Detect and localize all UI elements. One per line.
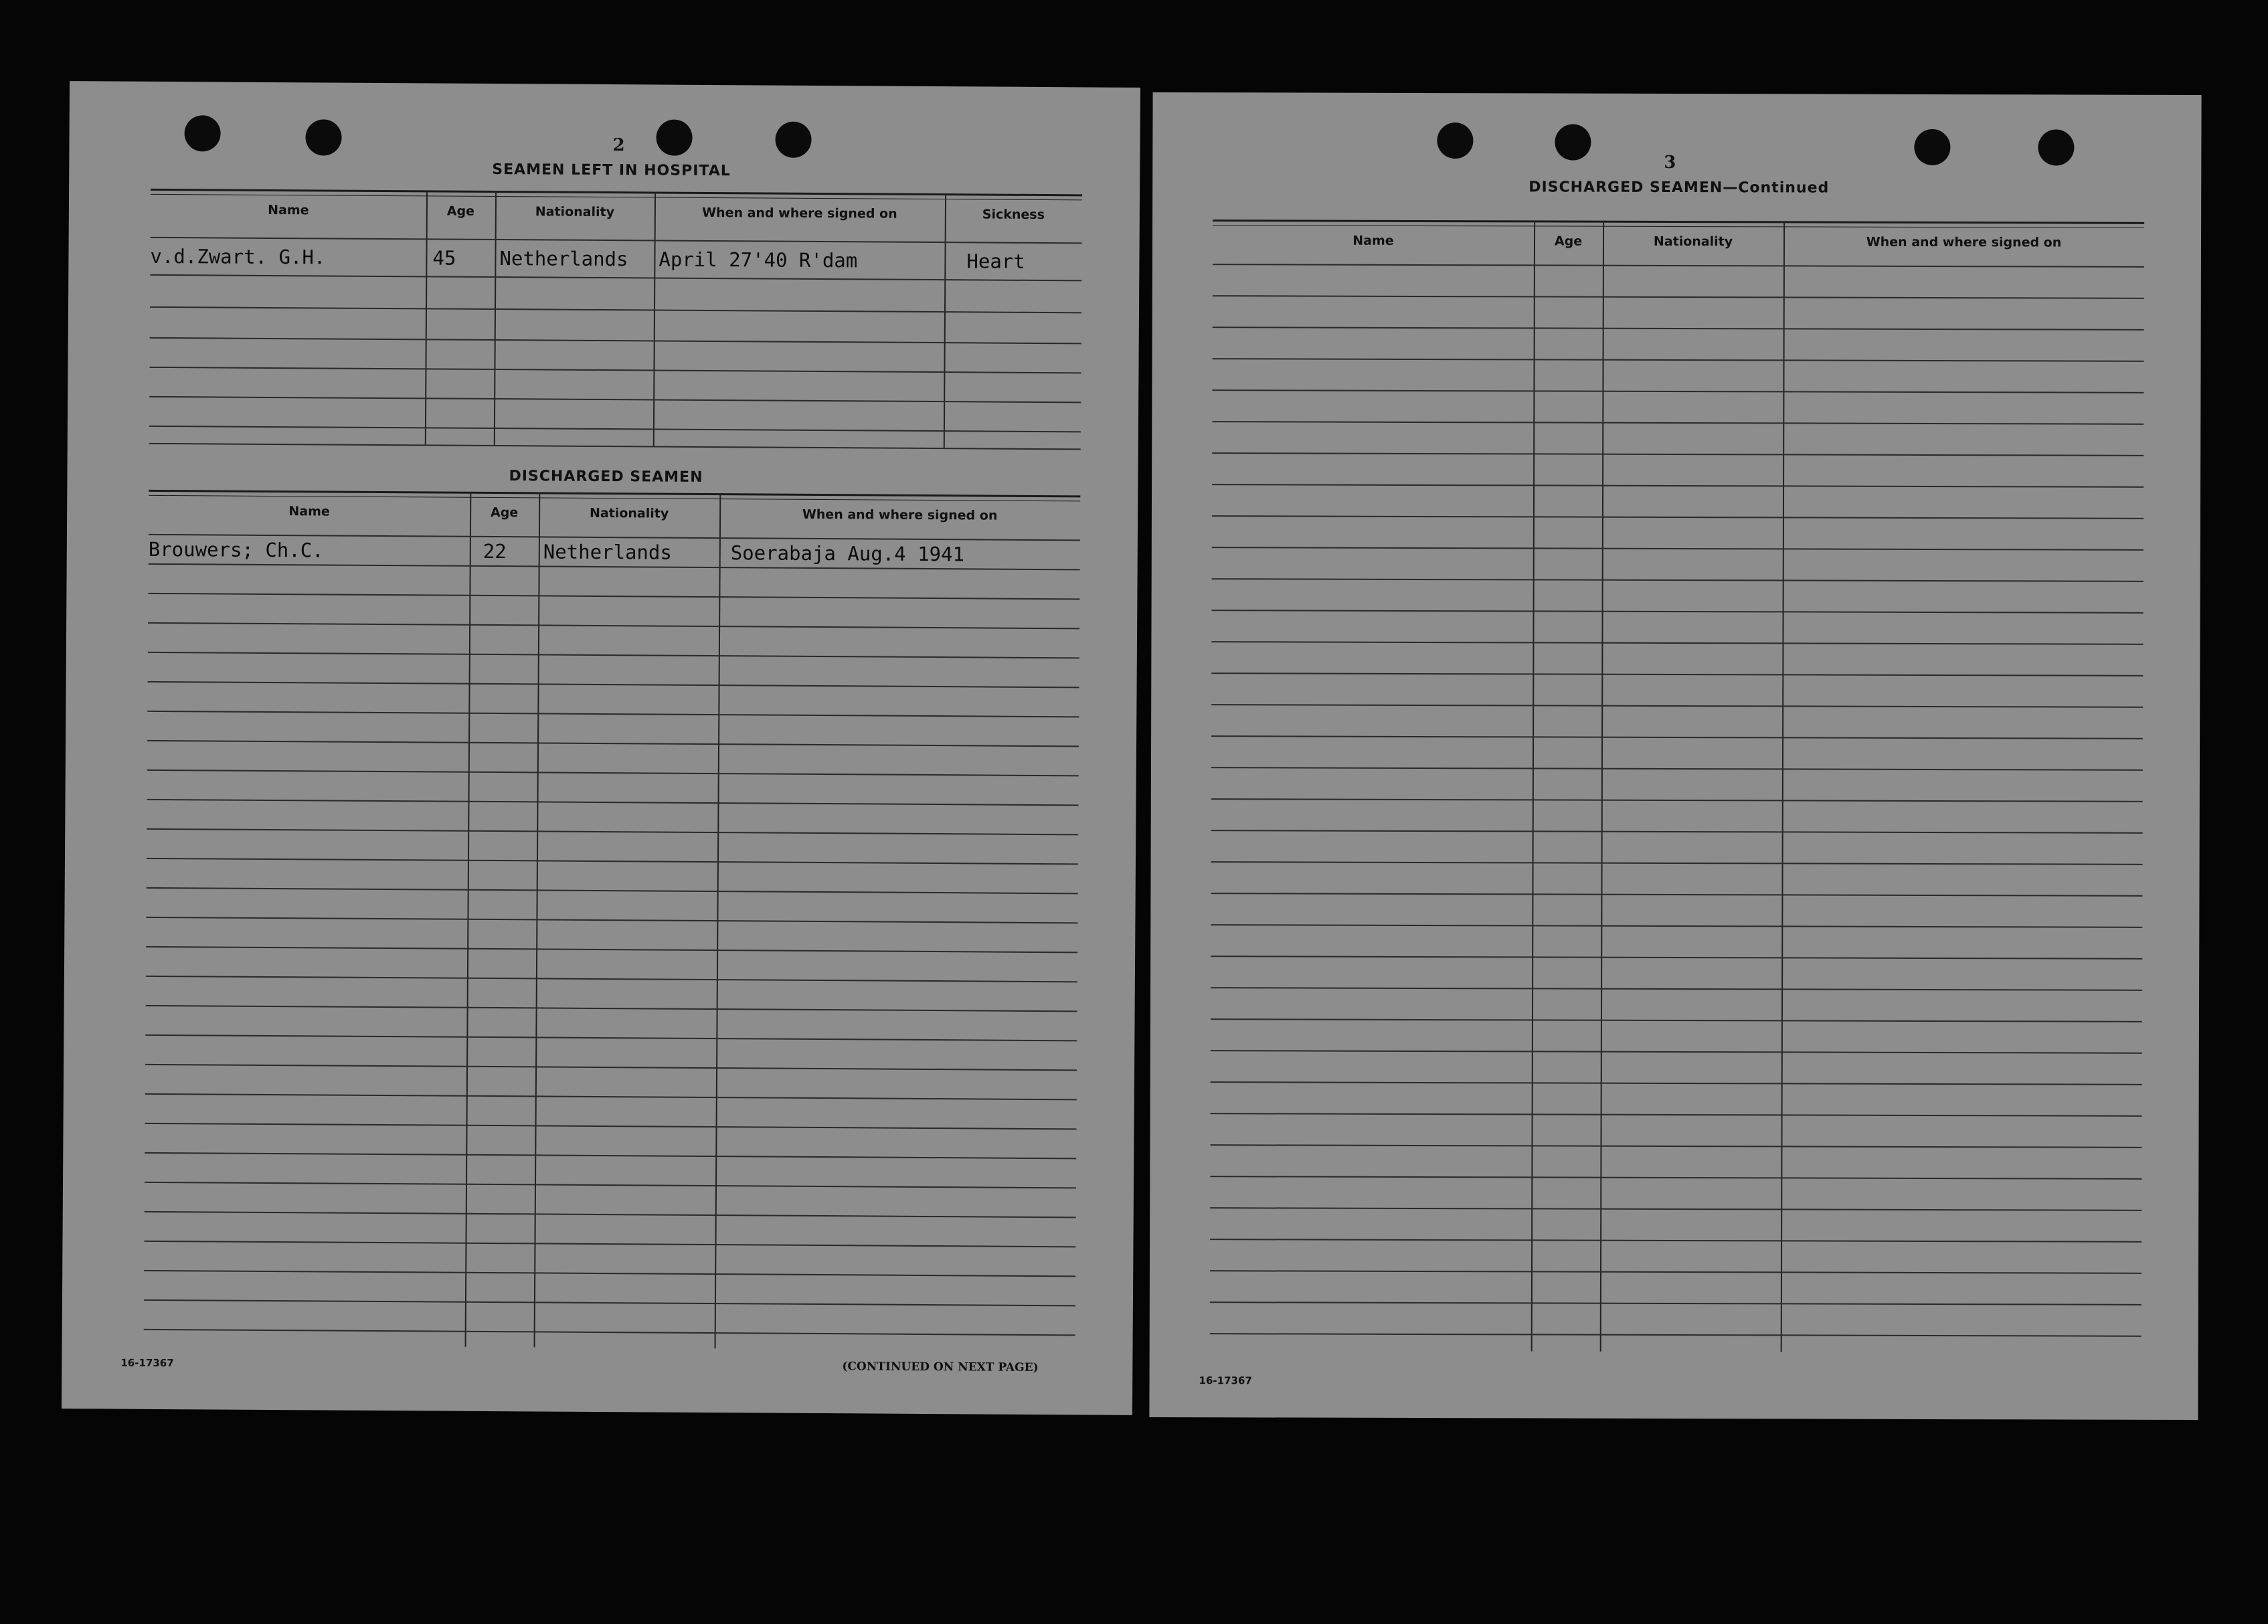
- ruled-line: [146, 917, 1077, 924]
- punch-hole: [1555, 124, 1591, 161]
- ruled-line: [1211, 735, 2143, 739]
- ruled-line: [1212, 484, 2144, 488]
- ruled-line: [1211, 861, 2143, 865]
- ruled-line: [1210, 1144, 2142, 1148]
- form-code: 16-17367: [1199, 1374, 1252, 1387]
- ruled-line: [145, 1093, 1077, 1101]
- left-page: [62, 81, 1140, 1415]
- ruled-line: [1213, 358, 2144, 362]
- ruled-line: [1212, 547, 2144, 551]
- hospital-row-age: 45: [432, 246, 456, 270]
- ruled-line: [1210, 1270, 2142, 1274]
- ruled-line: [1211, 767, 2143, 771]
- ruled-line: [148, 652, 1079, 659]
- ruled-line: [148, 681, 1079, 689]
- col-header-name: Name: [1353, 233, 1394, 248]
- ruled-line: [145, 1182, 1076, 1189]
- ruled-line: [1211, 956, 2142, 960]
- ruled-line: [1210, 1239, 2142, 1243]
- ruled-line: [1211, 924, 2142, 928]
- hospital-table: [149, 189, 1082, 539]
- discharged-continued-table: [1210, 219, 2144, 1360]
- ruled-line: [145, 1123, 1077, 1130]
- ruled-line: [146, 1005, 1077, 1012]
- hospital-row-sickness: Heart: [966, 250, 1025, 273]
- discharged-row-name: Brouwers; Ch.C.: [148, 537, 324, 562]
- ruled-line: [146, 976, 1077, 983]
- ruled-line: [1211, 1050, 2142, 1054]
- ruled-line: [1211, 1081, 2142, 1085]
- ruled-line: [1212, 389, 2144, 393]
- page-number: 3: [1664, 152, 1676, 173]
- col-header-sickness: Sickness: [982, 207, 1045, 223]
- ruled-line: [1211, 830, 2143, 834]
- ruled-line: [147, 770, 1079, 777]
- ruled-line: [144, 1241, 1075, 1248]
- hospital-row-signed-on: April 27'40 R'dam: [659, 248, 858, 272]
- col-header-nationality: Nationality: [1653, 234, 1733, 250]
- col-header-age: Age: [1554, 234, 1583, 249]
- discharged-row-signed-on: Soerabaja Aug.4 1941: [730, 541, 965, 566]
- section-title: DISCHARGED SEAMEN—Continued: [1529, 179, 1830, 197]
- ruled-line: [147, 858, 1078, 865]
- discharged-table: [143, 490, 1080, 1378]
- continued-note: (CONTINUED ON NEXT PAGE): [842, 1360, 1039, 1375]
- ruled-line: [1213, 295, 2144, 299]
- ruled-line: [144, 1329, 1075, 1336]
- col-header-signed-on: When and where signed on: [702, 205, 897, 221]
- ruled-line: [1210, 1301, 2142, 1305]
- discharged-section-title: DISCHARGED SEAMEN: [509, 468, 703, 486]
- ruled-line: [145, 1211, 1076, 1219]
- ruled-line: [1211, 672, 2143, 676]
- punch-hole: [184, 115, 220, 151]
- hospital-row-name: v.d.Zwart. G.H.: [150, 244, 326, 269]
- ruled-line: [148, 593, 1079, 600]
- ruled-line: [147, 887, 1078, 895]
- ruled-line: [1213, 264, 2144, 268]
- col-header-nationality: Nationality: [535, 204, 615, 220]
- ruled-line: [1211, 1018, 2142, 1022]
- ruled-line: [1210, 1333, 2142, 1337]
- ruled-line: [147, 711, 1079, 718]
- ruled-line: [1211, 641, 2143, 645]
- ruled-line: [146, 946, 1077, 954]
- ruled-line: [1211, 987, 2142, 991]
- ruled-line: [1212, 515, 2144, 519]
- ruled-line: [1211, 893, 2142, 897]
- form-code: 16-17367: [120, 1356, 174, 1370]
- ruled-line: [144, 1299, 1075, 1307]
- page-number: 2: [612, 135, 625, 156]
- ruled-line: [1212, 421, 2144, 425]
- ruled-line: [145, 1064, 1077, 1071]
- punch-hole: [305, 119, 341, 155]
- punch-hole: [1914, 129, 1950, 165]
- ruled-line: [1212, 610, 2144, 614]
- punch-hole: [656, 119, 692, 155]
- col-header-signed-on: When and where signed on: [802, 507, 998, 523]
- ruled-line: [147, 828, 1078, 836]
- ruled-line: [1211, 1113, 2142, 1117]
- discharged-row-nationality: Netherlands: [543, 540, 672, 564]
- punch-hole: [1437, 122, 1473, 159]
- ruled-line: [1210, 1176, 2142, 1180]
- ruled-line: [1210, 1207, 2142, 1211]
- discharged-row-age: 22: [483, 539, 507, 563]
- col-header-name: Name: [288, 504, 330, 519]
- ruled-line: [1212, 578, 2144, 582]
- ruled-line: [148, 622, 1079, 630]
- hospital-section-title: SEAMEN LEFT IN HOSPITAL: [492, 161, 731, 180]
- col-header-age: Age: [446, 203, 475, 219]
- right-page: [1149, 92, 2201, 1420]
- ruled-line: [1211, 798, 2143, 802]
- ruled-line: [145, 1034, 1077, 1042]
- ruled-line: [147, 799, 1079, 806]
- col-header-age: Age: [490, 505, 519, 521]
- ruled-line: [147, 740, 1079, 747]
- ruled-line: [1213, 327, 2144, 331]
- col-header-name: Name: [268, 202, 309, 218]
- hospital-row-nationality: Netherlands: [499, 247, 628, 271]
- ruled-line: [1211, 704, 2143, 708]
- punch-hole: [2038, 129, 2074, 165]
- ruled-line: [144, 1270, 1075, 1277]
- col-header-nationality: Nationality: [589, 505, 669, 521]
- ruled-line: [145, 1152, 1076, 1160]
- punch-hole: [775, 122, 811, 158]
- ruled-line: [1212, 452, 2144, 456]
- col-header-signed-on: When and where signed on: [1866, 234, 2062, 250]
